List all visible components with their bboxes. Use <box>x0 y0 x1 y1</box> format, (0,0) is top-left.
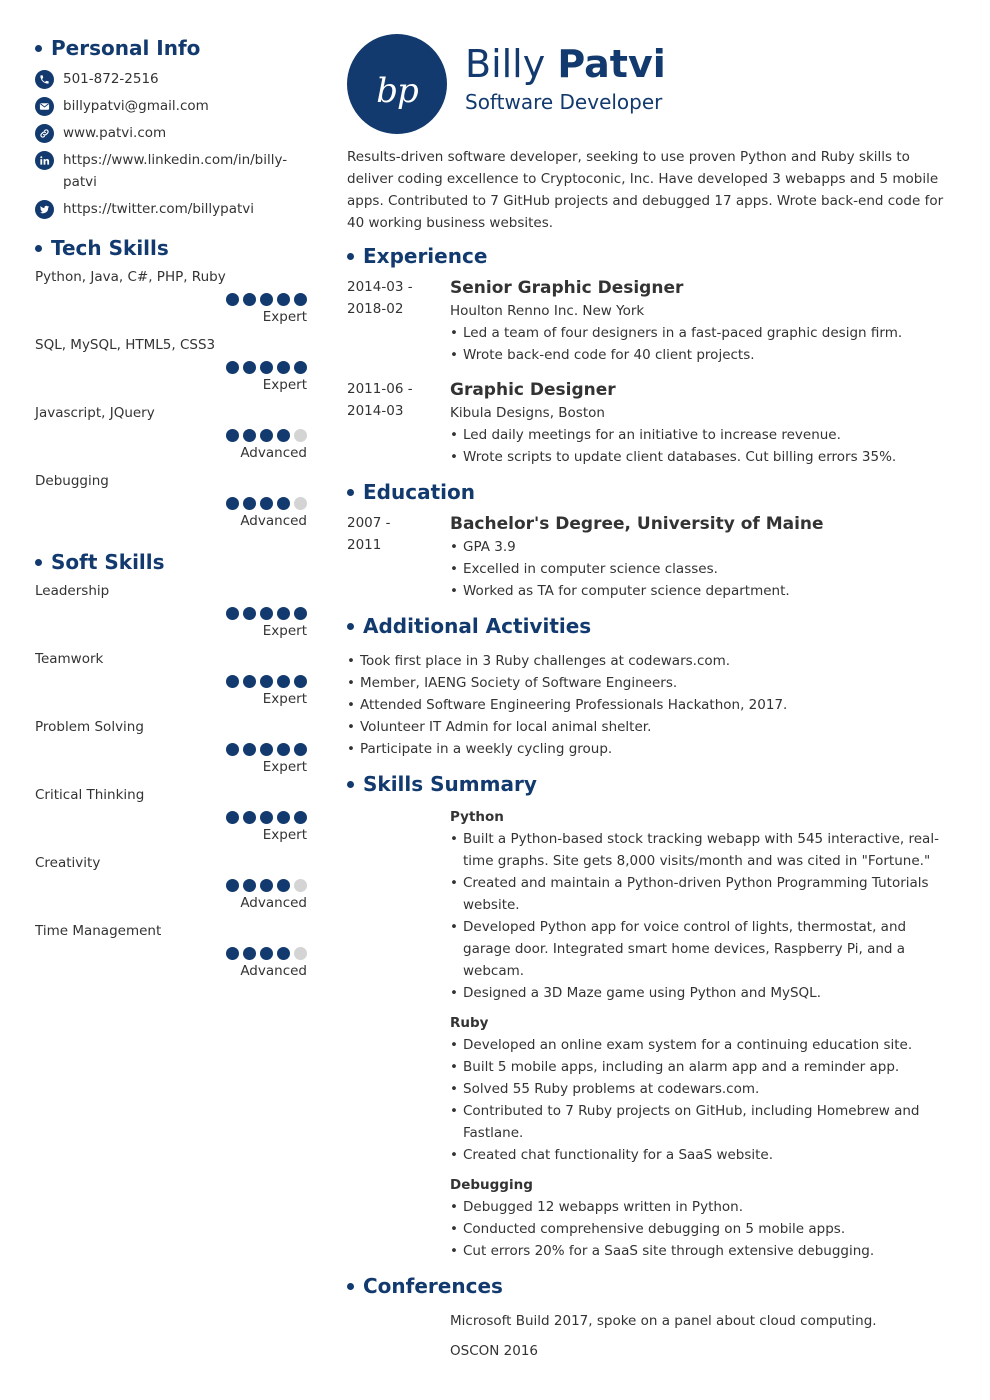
skill-name: Critical Thinking <box>35 787 145 803</box>
skill-group-title: Python <box>450 809 504 825</box>
entry-bullets <box>450 424 957 468</box>
rating-dot-filled-icon <box>277 947 290 960</box>
rating-dot-filled-icon <box>294 675 307 688</box>
skill-item <box>35 402 307 464</box>
rating-dot-filled-icon <box>226 743 239 756</box>
skill-name: Teamwork <box>35 651 104 667</box>
skill-level: Advanced <box>240 445 307 461</box>
contact-email[interactable]: billypatvi@gmail.com <box>35 95 307 117</box>
rating-dot-filled-icon <box>243 879 256 892</box>
rating-dot-filled-icon <box>277 497 290 510</box>
rating-dot-filled-icon <box>243 607 256 620</box>
activities-section <box>347 614 957 760</box>
rating-dot-filled-icon <box>243 947 256 960</box>
skill-name: Creativity <box>35 855 101 871</box>
skill-item <box>35 266 307 328</box>
skill-rating <box>35 429 307 442</box>
rating-dot-filled-icon <box>226 675 239 688</box>
sidebar <box>35 36 307 982</box>
tech-skills-heading: Tech Skills <box>35 236 307 260</box>
bullet-dot-icon <box>347 623 354 630</box>
education-entry <box>347 512 957 602</box>
conference-item: OSCON 2016 <box>450 1343 538 1359</box>
skill-group-bullets <box>450 1034 957 1166</box>
skill-level: Advanced <box>240 963 307 979</box>
experience-entry <box>347 276 957 366</box>
bullet-item: • Member, IAENG Society of Software Engineers. <box>347 672 957 694</box>
bullet-dot-icon <box>347 489 354 496</box>
rating-dot-empty-icon <box>294 947 307 960</box>
bullet-item: • Created chat functionality for a SaaS website. <box>450 1144 957 1166</box>
entry-title: Senior Graphic Designer <box>450 278 684 298</box>
skill-name: Problem Solving <box>35 719 144 735</box>
skill-group-title: Ruby <box>450 1015 489 1031</box>
skill-rating <box>35 879 307 892</box>
name-block <box>465 40 666 116</box>
rating-dot-filled-icon <box>226 497 239 510</box>
rating-dot-filled-icon <box>294 293 307 306</box>
personal-info-heading: Personal Info <box>35 36 307 60</box>
rating-dot-filled-icon <box>277 429 290 442</box>
bullet-item: • Designed a 3D Maze game using Python and MySQL. <box>450 982 957 1004</box>
rating-dot-filled-icon <box>243 361 256 374</box>
skill-group-bullets <box>450 1196 957 1262</box>
rating-dot-filled-icon <box>226 811 239 824</box>
bullet-item: • Volunteer IT Admin for local animal shelter. <box>347 716 957 738</box>
contact-linkedin[interactable]: https://www.linkedin.com/in/billy-patvi <box>35 149 307 193</box>
bullet-item: • Participate in a weekly cycling group. <box>347 738 957 760</box>
bullet-item: • Took first place in 3 Ruby challenges at codewars.com. <box>347 650 957 672</box>
rating-dot-filled-icon <box>277 361 290 374</box>
rating-dot-filled-icon <box>260 947 273 960</box>
bullet-item: • Worked as TA for computer science department. <box>450 580 957 602</box>
skill-item <box>35 920 307 982</box>
rating-dot-empty-icon <box>294 429 307 442</box>
rating-dot-filled-icon <box>260 429 273 442</box>
skill-rating <box>35 293 307 306</box>
rating-dot-filled-icon <box>260 293 273 306</box>
entry-bullets <box>450 322 957 366</box>
experience-heading: Experience <box>347 244 957 268</box>
email-icon <box>35 97 54 116</box>
bullet-item: • Built a Python-based stock tracking webapp with 545 interactive, real-time graphs. Site gets 8,000 visits/month and was cited in "Fortune." <box>450 828 957 872</box>
skill-rating <box>35 811 307 824</box>
experience-entry <box>347 378 957 468</box>
bullet-dot-icon <box>347 1283 354 1290</box>
education-heading: Education <box>347 480 957 504</box>
entry-organization: Kibula Designs, Boston <box>450 405 605 421</box>
rating-dot-filled-icon <box>294 743 307 756</box>
rating-dot-filled-icon <box>260 879 273 892</box>
bullet-item: • Wrote scripts to update client databases. Cut billing errors 35%. <box>450 446 957 468</box>
bullet-item: • Solved 55 Ruby problems at codewars.com. <box>450 1078 957 1100</box>
rating-dot-filled-icon <box>226 429 239 442</box>
skill-group-title: Debugging <box>450 1177 533 1193</box>
rating-dot-empty-icon <box>294 497 307 510</box>
skill-item <box>35 852 307 914</box>
skills-summary-section <box>347 772 957 1262</box>
rating-dot-filled-icon <box>226 879 239 892</box>
rating-dot-filled-icon <box>226 607 239 620</box>
bullet-item: • Created and maintain a Python-driven Python Programming Tutorials website. <box>450 872 957 916</box>
contact-list <box>35 68 307 220</box>
activities-bullets <box>347 650 957 760</box>
rating-dot-filled-icon <box>260 675 273 688</box>
bullet-item: • Built 5 mobile apps, including an alarm app and a reminder app. <box>450 1056 957 1078</box>
rating-dot-filled-icon <box>226 293 239 306</box>
skill-name: Python, Java, C#, PHP, Ruby <box>35 269 226 285</box>
bullet-dot-icon <box>347 781 354 788</box>
bullet-item: • Excelled in computer science classes. <box>450 558 957 580</box>
entry-bullets <box>450 536 957 602</box>
phone-icon <box>35 70 54 89</box>
bullet-dot-icon <box>347 253 354 260</box>
rating-dot-filled-icon <box>277 675 290 688</box>
resume-header <box>347 34 957 134</box>
skill-name: SQL, MySQL, HTML5, CSS3 <box>35 337 216 353</box>
skill-rating <box>35 743 307 756</box>
rating-dot-filled-icon <box>277 743 290 756</box>
skill-item <box>35 648 307 710</box>
soft-skills-heading: Soft Skills <box>35 550 307 574</box>
rating-dot-filled-icon <box>260 497 273 510</box>
rating-dot-filled-icon <box>243 811 256 824</box>
rating-dot-filled-icon <box>294 607 307 620</box>
contact-phone[interactable]: 501-872-2516 <box>35 68 307 90</box>
rating-dot-filled-icon <box>294 811 307 824</box>
rating-dot-filled-icon <box>277 811 290 824</box>
job-title: Software Developer <box>465 90 663 114</box>
entry-date: 2014-03 - 2018-02 <box>347 279 413 317</box>
summary-text: Results-driven software developer, seeking to use proven Python and Ruby skills to deliver coding excellence to Cryptoconic, Inc. Have developed 3 webapps and 5 mobile apps. Contributed to 7 GitHub projects and debugged 17 apps. Wrote back-end code for 40 working business websites. <box>347 149 944 231</box>
skill-level: Expert <box>262 309 307 325</box>
skill-level: Expert <box>262 623 307 639</box>
main-content <box>347 34 957 1370</box>
skill-item <box>35 470 307 532</box>
bullet-item: • Developed Python app for voice control of lights, thermostat, and garage door. Integrated smart home devices, Raspberry Pi, and a webcam. <box>450 916 957 982</box>
rating-dot-filled-icon <box>277 607 290 620</box>
bullet-item: • Debugged 12 webapps written in Python. <box>450 1196 957 1218</box>
skill-level: Expert <box>262 691 307 707</box>
rating-dot-empty-icon <box>294 879 307 892</box>
bullet-item: • Wrote back-end code for 40 client projects. <box>450 344 957 366</box>
rating-dot-filled-icon <box>277 293 290 306</box>
rating-dot-filled-icon <box>243 293 256 306</box>
entry-date: 2007 - 2011 <box>347 515 391 553</box>
rating-dot-filled-icon <box>243 743 256 756</box>
rating-dot-filled-icon <box>260 743 273 756</box>
rating-dot-filled-icon <box>277 879 290 892</box>
rating-dot-filled-icon <box>243 497 256 510</box>
skill-level: Advanced <box>240 895 307 911</box>
skill-rating <box>35 497 307 510</box>
contact-twitter[interactable]: https://twitter.com/billypatvi <box>35 198 307 220</box>
bullet-item: • Contributed to 7 Ruby projects on GitHub, including Homebrew and Fastlane. <box>450 1100 957 1144</box>
rating-dot-filled-icon <box>260 361 273 374</box>
skill-name: Debugging <box>35 473 109 489</box>
twitter-icon <box>35 200 54 219</box>
contact-website[interactable]: www.patvi.com <box>35 122 307 144</box>
skill-item <box>35 716 307 778</box>
rating-dot-filled-icon <box>243 675 256 688</box>
bullet-dot-icon <box>35 45 42 52</box>
soft-skills-list <box>35 580 307 982</box>
conferences-heading: Conferences <box>347 1274 957 1298</box>
rating-dot-filled-icon <box>260 607 273 620</box>
skill-item <box>35 784 307 846</box>
skill-level: Expert <box>262 827 307 843</box>
skill-item <box>35 580 307 642</box>
conferences-section <box>347 1274 957 1362</box>
skill-rating <box>35 607 307 620</box>
skills-summary-heading: Skills Summary <box>347 772 957 796</box>
entry-date: 2011-06 - 2014-03 <box>347 381 413 419</box>
link-icon <box>35 124 54 143</box>
skill-rating <box>35 361 307 374</box>
bullet-dot-icon <box>35 559 42 566</box>
bullet-item: • Developed an online exam system for a continuing education site. <box>450 1034 957 1056</box>
bullet-item: • GPA 3.9 <box>450 536 957 558</box>
entry-title: Graphic Designer <box>450 380 616 400</box>
rating-dot-filled-icon <box>243 429 256 442</box>
monogram-badge: bp <box>347 34 447 134</box>
linkedin-icon <box>35 151 54 170</box>
skill-level: Advanced <box>240 513 307 529</box>
rating-dot-filled-icon <box>226 361 239 374</box>
bullet-dot-icon <box>35 245 42 252</box>
bullet-item: • Conducted comprehensive debugging on 5 mobile apps. <box>450 1218 957 1240</box>
bullet-item: • Attended Software Engineering Professionals Hackathon, 2017. <box>347 694 957 716</box>
tech-skills-list <box>35 266 307 532</box>
bullet-item: • Cut errors 20% for a SaaS site through extensive debugging. <box>450 1240 957 1262</box>
education-section <box>347 480 957 602</box>
bullet-item: • Led a team of four designers in a fast-paced graphic design firm. <box>450 322 957 344</box>
skill-level: Expert <box>262 377 307 393</box>
skill-name: Javascript, JQuery <box>35 405 155 421</box>
skill-name: Time Management <box>35 923 162 939</box>
rating-dot-filled-icon <box>260 811 273 824</box>
skill-item <box>35 334 307 396</box>
entry-organization: Houlton Renno Inc. New York <box>450 303 645 319</box>
bullet-item: • Led daily meetings for an initiative to increase revenue. <box>450 424 957 446</box>
rating-dot-filled-icon <box>226 947 239 960</box>
experience-section <box>347 244 957 468</box>
activities-heading: Additional Activities <box>347 614 957 638</box>
entry-title: Bachelor's Degree, University of Maine <box>450 514 824 534</box>
skill-name: Leadership <box>35 583 110 599</box>
full-name: Billy Patvi <box>465 42 666 86</box>
skill-group-bullets <box>450 828 957 1004</box>
skill-rating <box>35 675 307 688</box>
conference-item: Microsoft Build 2017, spoke on a panel about cloud computing. <box>450 1313 877 1329</box>
skill-rating <box>35 947 307 960</box>
skill-level: Expert <box>262 759 307 775</box>
rating-dot-filled-icon <box>294 361 307 374</box>
